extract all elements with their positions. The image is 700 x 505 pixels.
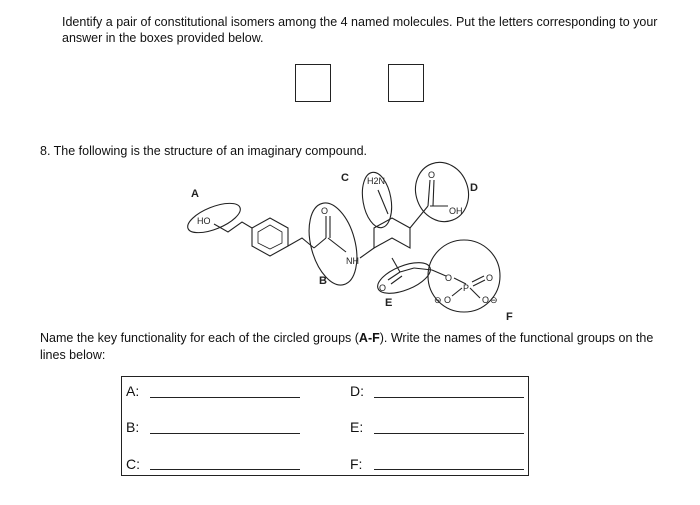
atom-h2n: H2N [367,176,386,186]
question-8-prompt: 8. The following is the structure of an imaginary compound. [40,144,368,158]
atom-o-phos-right: O [486,273,494,283]
atom-o-ester: O [445,273,453,283]
circle-b [301,198,365,291]
benzene-ring [252,218,288,256]
answer-label-c: C: [126,456,140,472]
answer-label-e: E: [350,419,364,435]
answer-line-a[interactable] [150,397,300,398]
atom-p: P [463,283,470,293]
atom-o-phos-bottom: O [482,295,490,305]
atom-nh: NH [346,256,359,266]
answer-line-e[interactable] [374,433,524,434]
benzene-inner [258,225,282,249]
answer-line-d[interactable] [374,397,524,398]
atom-o-carbonyl: O [428,170,436,180]
answer-line-c[interactable] [150,469,300,470]
answer-label-b: B: [126,419,140,435]
answer-label-d: D: [350,383,364,399]
atom-minus-left: ⊖ [434,295,442,305]
answer-table [121,376,529,476]
cyclohexane-ring [374,218,410,248]
label-d: D [470,182,478,194]
atom-o-ketone: O [379,283,387,293]
question-8-instructions: Name the key functionality for each of the circled groups (A-F). Write the names of the functional groups on the lines below: [40,331,654,362]
label-e: E [385,297,393,309]
atom-o-phos-left: O [444,295,452,305]
chain-a [214,222,252,232]
answer-line-f[interactable] [374,469,524,470]
circle-e [374,256,435,299]
label-b: B [319,275,327,287]
atom-oh: OH [449,206,463,216]
circle-a [184,197,244,238]
answer-label-f: F: [350,456,363,472]
question-7-text: Identify a pair of constitutional isomers among the 4 named molecules. Put the letters corresponding to your answer in the boxes provided below. [62,15,658,45]
label-c: C [341,172,349,184]
answer-label-a: A: [126,383,140,399]
bond-amide-1 [314,238,326,248]
answer-line-b[interactable] [150,433,300,434]
label-f: F [506,311,513,323]
atom-minus-right: ⊖ [490,295,498,305]
atom-ho: HO [197,216,211,226]
atom-o-amide: O [321,206,329,216]
label-a: A [191,188,199,200]
